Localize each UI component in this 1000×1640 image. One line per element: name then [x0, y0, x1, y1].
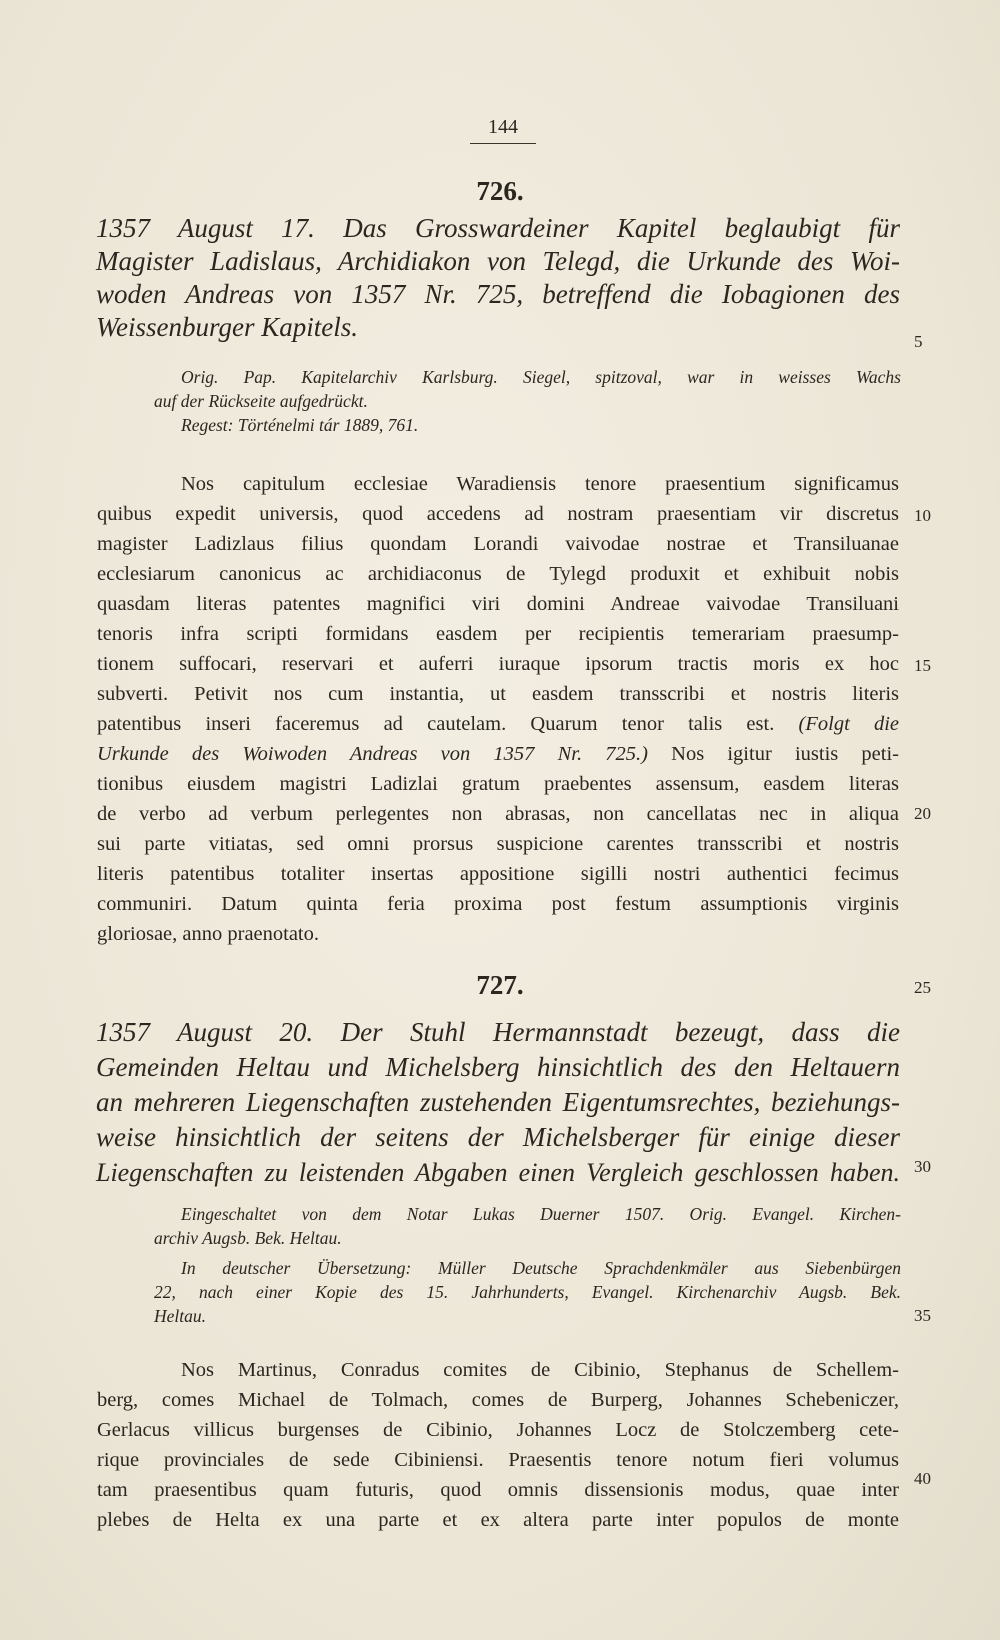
line-number: 40: [914, 1469, 931, 1488]
document-headline: [96, 212, 900, 344]
text-line: magister Ladizlaus filius quondam Lorandi vaivodae nostrae et Transiluanae: [97, 533, 899, 555]
text-line: Gerlacus villicus burgenses de Cibinio, Johannes Locz de Stolczemberg cete-: [97, 1419, 899, 1441]
text-fragment: Nos igitur iustis peti-: [647, 743, 899, 765]
document-text: [97, 469, 899, 949]
note-line: Orig. Pap. Kapitelarchiv Karlsburg. Siegel, spitzoval, war in weisses Wachs: [181, 367, 901, 387]
headline-line: 1357 August 20. Der Stuhl Hermannstadt bezeugt, dass die: [96, 1017, 900, 1047]
document-number: 727.: [476, 970, 524, 1000]
editorial-note: Urkunde des Woiwoden Andreas von 1357 Nr. 725.): [97, 743, 648, 765]
headline-line: 1357 August 17. Das Grosswardeiner Kapitel beglaubigt für: [96, 213, 900, 243]
text-line: quibus expedit universis, quod accedens ad nostram praesentiam vir discretus: [97, 503, 899, 525]
headline-line: Magister Ladislaus, Archidiakon von Telegd, die Urkunde des Woi-: [96, 246, 900, 276]
headline-line: Liegenschaften zu leistenden Abgaben einen Vergleich geschlossen haben.: [96, 1158, 900, 1187]
document-headline: [96, 1015, 900, 1190]
document-text: [97, 1355, 899, 1535]
note-line: In deutscher Übersetzung: Müller Deutsche Sprachdenkmäler aus Siebenbürgen: [181, 1258, 901, 1278]
document-number: 726.: [476, 176, 524, 206]
line-number: 30: [914, 1157, 931, 1176]
text-line: tionibus eiusdem magistri Ladizlai gratum praebentes assensum, easdem literas: [97, 773, 899, 795]
note-line: archiv Augsb. Bek. Heltau.: [154, 1228, 342, 1248]
text-line: literis patentibus totaliter insertas appositione sigilli nostri authentici fecimus: [97, 863, 899, 885]
headline-line: an mehreren Liegenschaften zustehenden Eigentumsrechtes, beziehungs-: [96, 1087, 900, 1117]
text-line: ecclesiarum canonicus ac archidiaconus de Tylegd produxit et exhibuit nobis: [97, 563, 899, 585]
text-line: rique provinciales de sede Cibiniensi. Praesentis tenore notum fieri volumus: [97, 1449, 899, 1471]
line-number: 10: [914, 506, 931, 525]
text-line: subverti. Petivit nos cum instantia, ut easdem transscribi et nostris literis: [97, 683, 899, 705]
text-line: sui parte vitiatas, sed omni prorsus suspicione carentes transscribi et nostris: [97, 833, 899, 855]
regest-note: [181, 413, 901, 437]
text-line: tenoris infra scripti formidans easdem per recipientis temerariam praesump-: [97, 623, 899, 645]
text-line: berg, comes Michael de Tolmach, comes de Burperg, Johannes Schebeniczer,: [97, 1389, 899, 1411]
line-number: 25: [914, 978, 931, 997]
headline-line: woden Andreas von 1357 Nr. 725, betreffend die Iobagionen des: [96, 279, 900, 309]
text-line: [97, 739, 899, 769]
text-line: quasdam literas patentes magnifici viri domini Andreae vaivodae Transiluani: [97, 593, 899, 615]
line-number: 15: [914, 656, 931, 675]
text-line: Nos capitulum ecclesiae Waradiensis tenore praesentium significamus: [181, 473, 899, 495]
text-fragment: patentibus inseri faceremus ad cautelam. Quarum tenor talis est.: [97, 713, 775, 735]
text-line: communiri. Datum quinta feria proxima post festum assumptionis virginis: [97, 893, 899, 915]
editorial-note: (Folgt die: [798, 713, 900, 735]
text-line: gloriosae, anno praenotato.: [97, 923, 320, 945]
note-line: Regest: Történelmi tár 1889, 761.: [181, 415, 419, 435]
text-line: plebes de Helta ex una parte et ex altera parte inter populos de monte: [97, 1509, 899, 1531]
text-line: de verbo ad verbum perlegentes non abrasas, non cancellatas nec in aliqua: [97, 803, 899, 825]
headline-line: Weissenburger Kapitels.: [96, 312, 358, 342]
text-line: [97, 709, 899, 739]
page-number: 144: [470, 116, 536, 144]
note-line: Eingeschaltet von dem Notar Lukas Duerner 1507. Orig. Evangel. Kirchen-: [181, 1204, 901, 1224]
text-line: tam praesentibus quam futuris, quod omnis dissensionis modus, quae inter: [97, 1479, 899, 1501]
text-line: Nos Martinus, Conradus comites de Cibinio, Stephanus de Schellem-: [181, 1359, 899, 1381]
headline-line: weise hinsichtlich der seitens der Michelsberger für einige dieser: [96, 1122, 900, 1152]
line-number: 5: [914, 332, 923, 351]
source-note: [154, 1202, 901, 1250]
line-number: 20: [914, 804, 931, 823]
text-line: tionem suffocari, reservari et auferri iuraque ipsorum tractis moris ex hoc: [97, 653, 899, 675]
note-line: Heltau.: [154, 1306, 207, 1326]
note-line: 22, nach einer Kopie des 15. Jahrhunderts, Evangel. Kirchenarchiv Augsb. Bek.: [154, 1282, 901, 1302]
line-number: 35: [914, 1306, 931, 1325]
translation-note: [154, 1256, 901, 1328]
source-note: [154, 365, 901, 413]
headline-line: Gemeinden Heltau und Michelsberg hinsichtlich des den Heltauern: [96, 1052, 900, 1082]
note-line: auf der Rückseite aufgedrückt.: [154, 391, 368, 411]
